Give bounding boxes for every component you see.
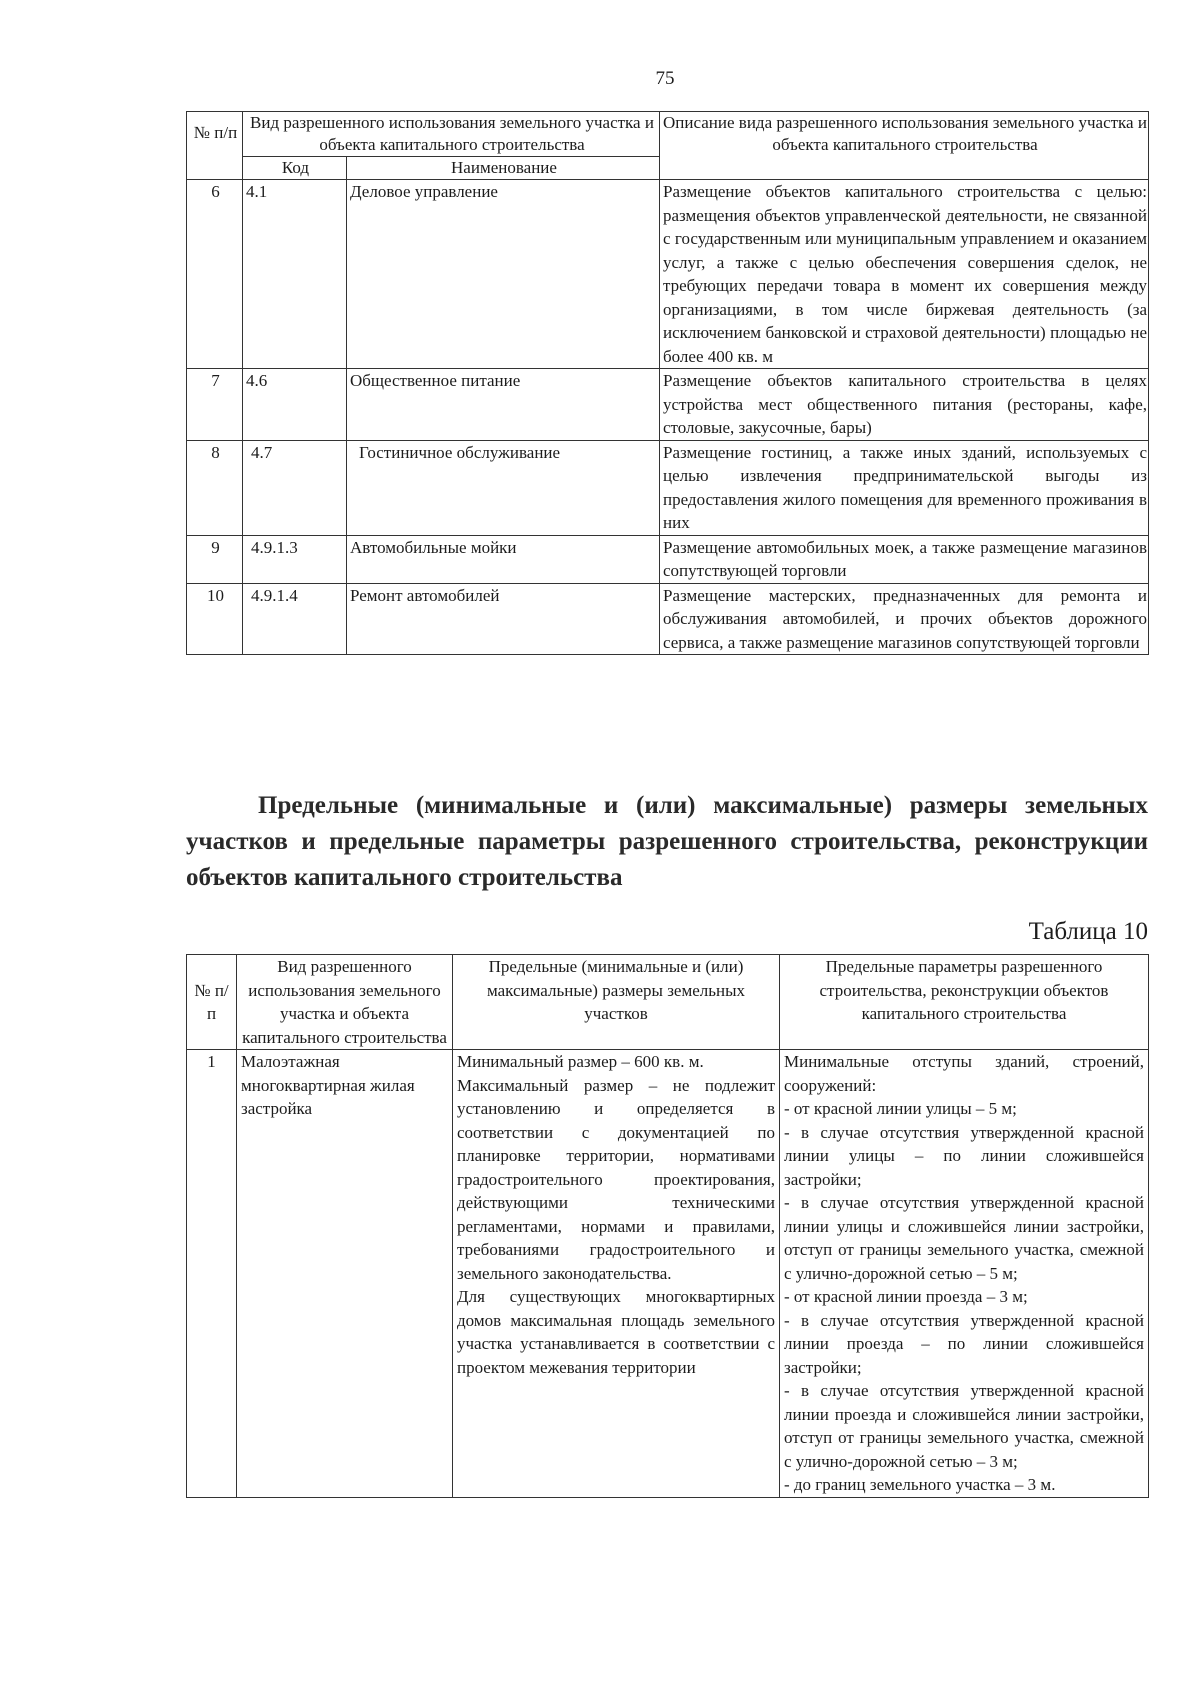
row-num: 1 [187, 1050, 237, 1498]
table-row [187, 369, 1149, 441]
row-num: 9 [187, 535, 243, 583]
table-caption: Таблица 10 [1028, 918, 1148, 945]
plot-size-line: Максимальный размер – не подлежит установлению и определяется в соответствии с документацией по планировке территории, нормативами градостроительного проектирования, действующими техническими регламентами, нормами и правилами, требованиями градостроительного и земельного законодательства. [457, 1075, 775, 1283]
row-name: Автомобильные мойки [347, 535, 660, 583]
row-name: Гостиничное обслуживание [347, 440, 660, 535]
row-description: Размещение объектов капитального строительства с целью: размещения объектов управленческой деятельности, не связанной с государственным или муниципальным управлением и оказанием услуг, а также с целью обеспечения совершения сделок, не требующих передачи товара в момент их совершения между организациями, в том числе биржевая деятельность (за исключением банковской и страховой деятельности) площадью не более 400 кв. м [660, 180, 1149, 369]
header-use-type: Вид разрешенного использования земельного участка и объекта капитального строительства [237, 955, 453, 1050]
row-description: Размещение автомобильных моек, а также размещение магазинов сопутствующей торговли [660, 535, 1149, 583]
table-row [187, 440, 1149, 535]
row-name: Общественное питание [347, 369, 660, 441]
header-num: № п/п [187, 955, 237, 1050]
table-row [187, 1050, 1149, 1498]
parameter-line: - от красной линии улицы – 5 м; [784, 1099, 1017, 1118]
row-code: 4.9.1.3 [243, 535, 347, 583]
section-heading: Предельные (минимальные и (или) максимальные) размеры земельных участков и предельные параметры разрешенного строительства, реконструкции объектов капитального строительства [186, 792, 1148, 891]
header-code: Код [243, 157, 347, 180]
table-row [187, 180, 1149, 369]
header-num: № п/п [187, 112, 243, 180]
row-num: 8 [187, 440, 243, 535]
parameter-line: - в случае отсутствия утвержденной красной линии улицы – по линии сложившейся застройки; [784, 1122, 1144, 1189]
header-plot-sizes: Предельные (минимальные и (или) максимальные) размеры земельных участков [453, 955, 780, 1050]
table-row [187, 535, 1149, 583]
parameter-line: - от красной линии проезда – 3 м; [784, 1287, 1028, 1306]
row-code: 4.1 [243, 180, 347, 369]
row-description: Размещение мастерских, предназначенных для ремонта и обслуживания автомобилей, и прочих объектов дорожного сервиса, а также размещение магазинов сопутствующей торговли [660, 583, 1149, 655]
row-code: 4.6 [243, 369, 347, 441]
plot-size-line: Минимальный размер – 600 кв. м. [457, 1052, 704, 1071]
row-description: Размещение гостиниц, а также иных зданий, используемых с целью извлечения предпринимательской выгоды из предоставления жилого помещения для временного проживания в них [660, 440, 1149, 535]
row-plot-sizes [453, 1050, 780, 1498]
plot-size-line: Для существующих многоквартирных домов максимальная площадь земельного участка устанавливается в соответствии с проектом межевания территории [457, 1287, 775, 1377]
parameter-line: - в случае отсутствия утвержденной красной линии улицы и сложившейся линии застройки, отступ от границы земельного участка, смежной с улично-дорожной сетью – 5 м; [784, 1193, 1144, 1283]
parameter-line: - в случае отсутствия утвержденной красной линии проезда и сложившейся линии застройки, отступ от границы земельного участка, смежной с улично-дорожной сетью – 3 м; [784, 1381, 1144, 1471]
row-code: 4.9.1.4 [243, 583, 347, 655]
table-row [187, 583, 1149, 655]
permitted-use-table [186, 111, 1149, 655]
page-number: 75 [655, 68, 675, 89]
row-name: Деловое управление [347, 180, 660, 369]
row-use-type: Малоэтажная многоквартирная жилая застройка [237, 1050, 453, 1498]
row-description: Размещение объектов капитального строительства в целях устройства мест общественного питания (рестораны, кафе, столовые, закусочные, бары) [660, 369, 1149, 441]
row-num: 10 [187, 583, 243, 655]
parameter-line: - в случае отсутствия утвержденной красной линии проезда – по линии сложившейся застройки; [784, 1310, 1144, 1377]
parameter-line: - до границ земельного участка – 3 м. [784, 1475, 1056, 1494]
header-name: Наименование [347, 157, 660, 180]
header-description: Описание вида разрешенного использования земельного участка и объекта капитального строительства [660, 112, 1149, 180]
row-code: 4.7 [243, 440, 347, 535]
row-num: 6 [187, 180, 243, 369]
row-num: 7 [187, 369, 243, 441]
limits-table [186, 954, 1149, 1498]
parameter-line: Минимальные отступы зданий, строений, сооружений: [784, 1052, 1144, 1095]
row-parameters [780, 1050, 1149, 1498]
row-name: Ремонт автомобилей [347, 583, 660, 655]
header-use-group: Вид разрешенного использования земельного участка и объекта капитального строительства [243, 112, 660, 157]
header-parameters: Предельные параметры разрешенного строительства, реконструкции объектов капитального строительства [780, 955, 1149, 1050]
